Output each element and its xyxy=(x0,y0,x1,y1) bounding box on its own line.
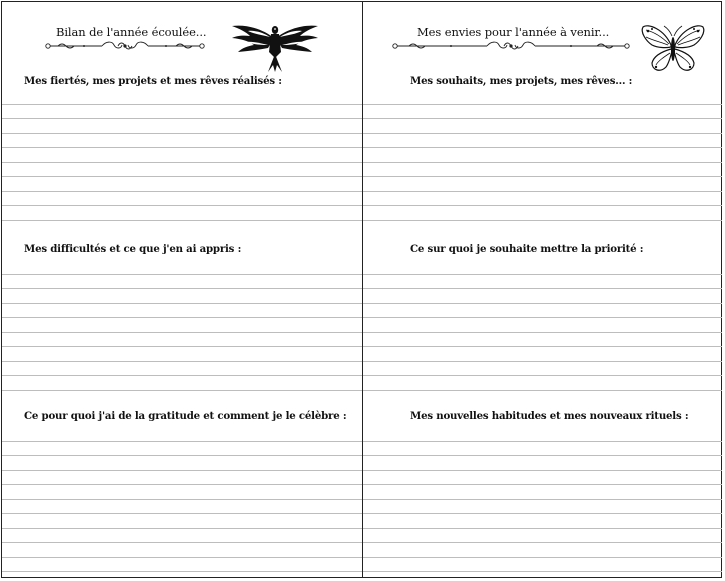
section-label-gratitude: Ce pour quoi j'ai de la gratitude et comment je le célèbre : xyxy=(24,410,347,422)
writing-lines-difficulties[interactable] xyxy=(2,274,362,394)
bird-emblem-icon xyxy=(230,18,320,74)
right-page xyxy=(363,0,722,581)
writing-lines-prides[interactable] xyxy=(2,104,362,224)
flourish-divider-icon xyxy=(44,40,206,52)
writing-lines-priority[interactable] xyxy=(363,274,722,394)
right-page-title: Mes envies pour l'année à venir... xyxy=(417,25,610,39)
writing-lines-habits[interactable] xyxy=(363,441,722,576)
left-page xyxy=(2,0,362,581)
left-page-title: Bilan de l'année écoulée... xyxy=(56,25,207,39)
section-label-wishes: Mes souhaits, mes projets, mes rêves... : xyxy=(410,75,633,87)
section-label-priority: Ce sur quoi je souhaite mettre la priorité : xyxy=(410,243,644,255)
butterfly-icon xyxy=(640,23,706,75)
flourish-divider-icon xyxy=(391,40,631,52)
section-label-difficulties: Mes difficultés et ce que j'en ai appris : xyxy=(24,243,242,255)
section-label-habits: Mes nouvelles habitudes et mes nouveaux rituels : xyxy=(410,410,689,422)
writing-lines-gratitude[interactable] xyxy=(2,441,362,576)
section-label-prides: Mes fiertés, mes projets et mes rêves réalisés : xyxy=(24,75,282,87)
writing-lines-wishes[interactable] xyxy=(363,104,722,224)
